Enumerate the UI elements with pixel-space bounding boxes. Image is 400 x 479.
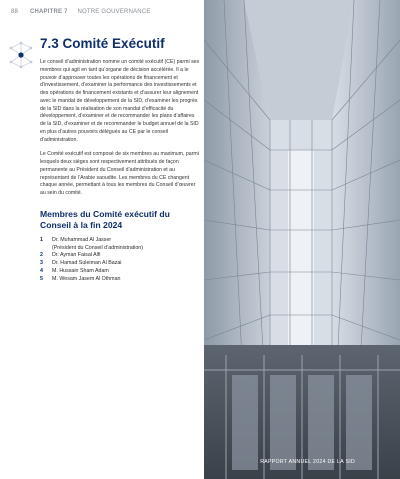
member-name: Dr. Muhammad Al Jasser: [52, 236, 112, 243]
paragraph-composition: Le Comité exécutif est composé de six membres au maximum, parmi lesquels deux sièges sont respectivement attribués de façon permanente au Président du Conseil d’administration et au représentant de l’Arabie saoudite. Les membres du CE changent chaque année, permettant à tous les membres du Conseil d’œuvrer au sein du comité.: [40, 151, 199, 196]
member-name: Dr. Hamad Suleiman Al Bazai: [52, 260, 122, 267]
section-title: Comité Exécutif: [62, 36, 165, 51]
members-list: [40, 237, 200, 284]
building-photo: [204, 0, 400, 479]
members-heading: Membres du Comité exécutif du Conseil à la fin 2024: [40, 208, 170, 231]
chapter-label: CHAPITRE 7: [29, 9, 68, 15]
member-name: M. Wesam Jasem Al Othman: [52, 275, 121, 282]
list-item: [40, 237, 200, 253]
page-title: [40, 36, 200, 52]
glass-facade-image: [204, 0, 400, 479]
section-label: NOTRE GOUVERNANCE: [77, 9, 151, 15]
footer-text: RAPPORT ANNUEL 2024 DE LA SID: [260, 459, 355, 465]
list-number: 5: [40, 275, 43, 282]
member-name: M. Hussain Sham Adam: [52, 267, 109, 274]
list-number: 4: [40, 267, 43, 274]
member-note: (Président du Conseil d’administration): [52, 244, 143, 251]
member-name: Dr. Ayman Faisal Alfi: [52, 252, 101, 259]
list-number: 2: [40, 252, 43, 259]
page-number: 88: [11, 9, 19, 15]
paragraph-intro: Le conseil d’administration nomme un comité exécutif (CE) parmi ses membres qui agit en tant qu’organe de décision accélérée. Il a le pouvoir d’approuver toutes les opérations de financement et d’investissement, d’examiner la performance des investissements et des opérations de financement existants et d’assurer leur alignement avec le mandat de développement de la SID, d’examiner les progrès de la SID dans la réalisation de son mandat d’efficacité du développement, d’examiner et de recommander les plans d’affaires de la SID, d’examiner et de recommander le budget annuel de la SID en plus d’autres pouvoirs délégués au CE par le conseil d’administration.: [40, 59, 200, 143]
list-number: 3: [40, 260, 43, 267]
list-item: [40, 260, 200, 268]
list-item: [40, 252, 200, 260]
list-number: 1: [40, 236, 43, 243]
running-header: [11, 9, 151, 15]
list-item: [40, 276, 200, 284]
section-number: 7.3: [40, 36, 59, 51]
main-column: [40, 36, 200, 284]
list-item: [40, 268, 200, 276]
molecule-icon: [6, 40, 36, 70]
